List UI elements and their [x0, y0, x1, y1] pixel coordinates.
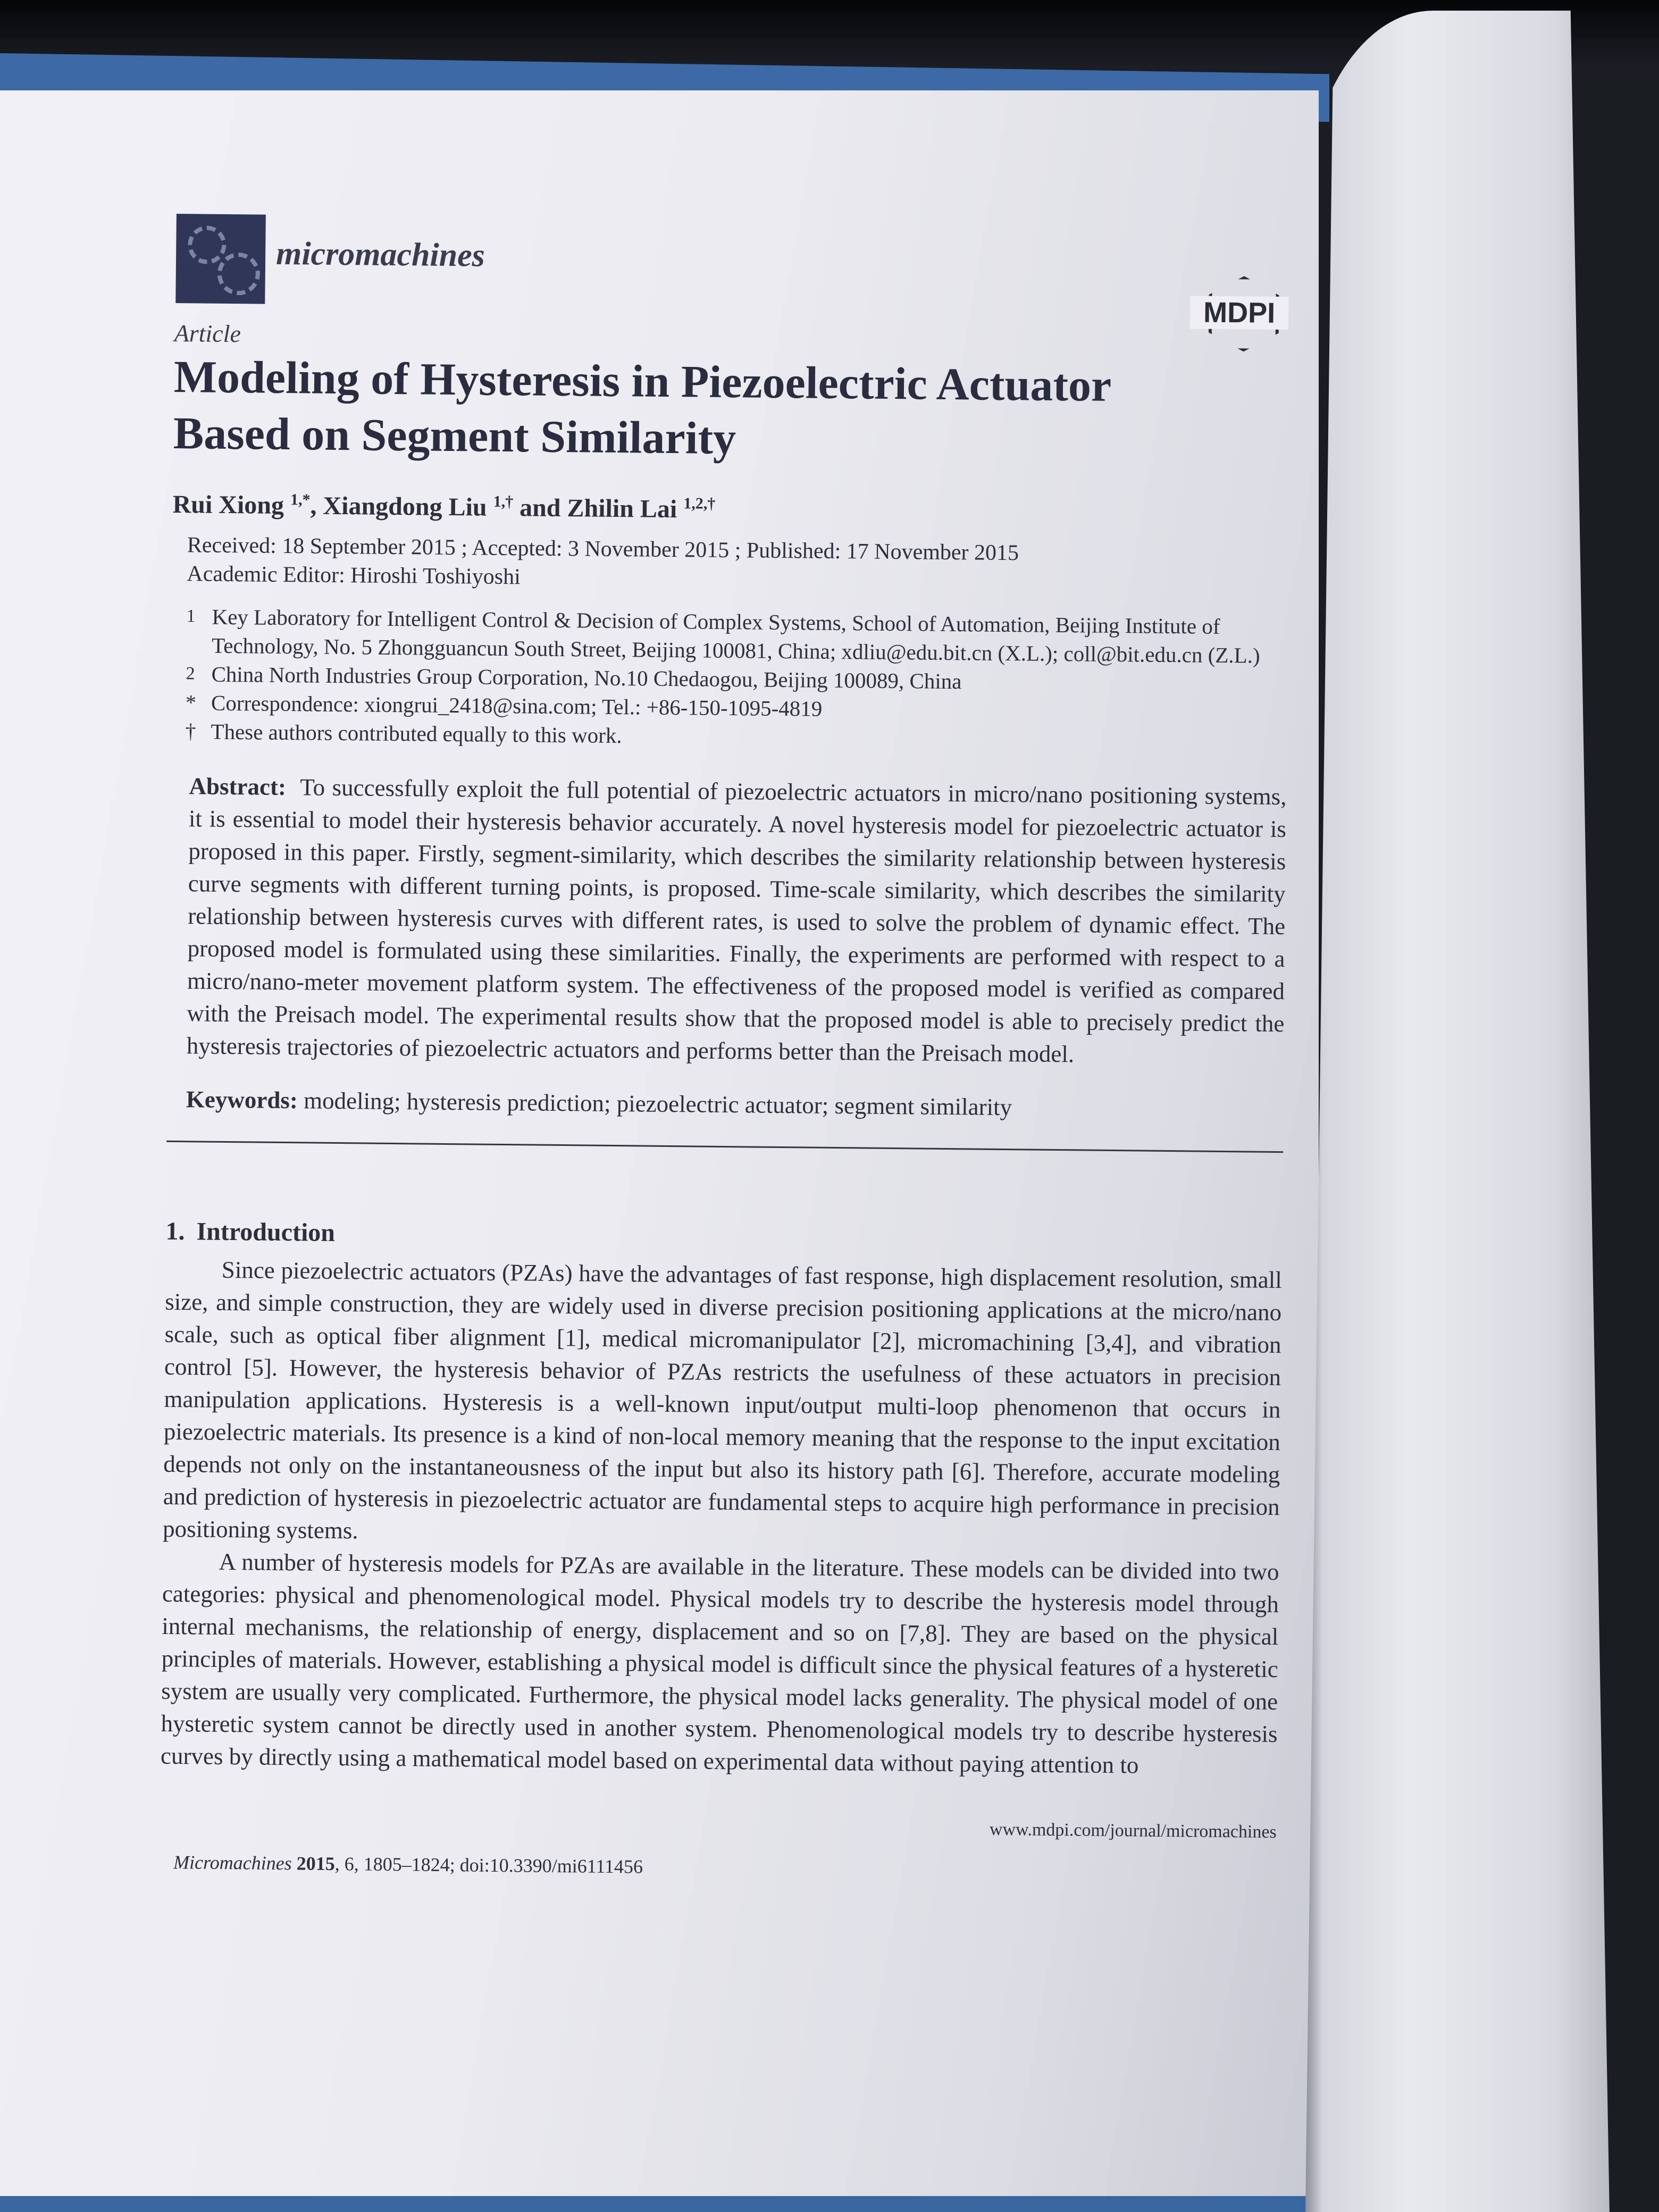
page-footer	[160, 1812, 1277, 1886]
author-name: Xiangdong Liu	[323, 491, 487, 522]
author-name: Zhilin Lai	[567, 494, 677, 524]
academic-editor: Academic Editor: Hiroshi Toshiyoshi	[187, 562, 521, 590]
keywords-text: modeling; hysteresis prediction; piezoelectric actuator; segment similarity	[303, 1087, 1012, 1121]
affiliation-marker: †	[185, 719, 196, 743]
journal-url: www.mdpi.com/journal/micromachines	[989, 1819, 1277, 1842]
author-separator: and	[513, 493, 567, 523]
body-paragraph: A number of hysteresis models for PZAs are available in the literature. These models can be divided into two categories: physical and phenomenological model. Physical models try to describe the hysteresis model through internal mechanisms, the relationship of energy, displacement and so on [7,8]. They are based on the physical principles of materials. However, establishing a physical model is difficult since the physical features of a hysteretic system are usually very complicated. Furthermore, the physical model lacks generality. The physical model of one hysteretic system cannot be directly used in another system. Phenomenological models try to describe hysteresis curves by directly using a mathematical model based on experimental data without paying attention to	[160, 1548, 1279, 1779]
publication-dates: Received: 18 September 2015 ; Accepted: 3 November 2015 ; Published: 17 November 2015	[187, 533, 1019, 566]
title-line: Modeling of Hysteresis in Piezoelectric Actuator	[173, 350, 1112, 411]
citation-line	[173, 1851, 643, 1878]
affiliation-item	[171, 602, 1288, 670]
page-content	[160, 207, 1292, 1886]
abstract	[187, 770, 1287, 1073]
author-affiliation-marker: 1,2,†	[683, 495, 716, 513]
next-page-curl	[1305, 11, 1659, 2212]
mdpi-wordmark: MDPI	[1190, 296, 1289, 330]
paper-title	[173, 348, 1291, 472]
affiliation-marker: 2	[186, 664, 195, 684]
affiliation-text: Key Laboratory for Intelligent Control & Decision of Complex Systems, School of Automation, Beijing Institute of Technology, No. 5 Zhongguancun South Street, Beijing 100081, China; xdliu@edu.bit.cn (X.L.); coll@bit.edu.cn (Z.L.)	[211, 604, 1260, 668]
citation-details: , 6, 1805–1824; doi:10.3390/mi6111456	[334, 1853, 643, 1878]
author-separator: ,	[310, 491, 323, 520]
equal-contribution-note: These authors contributed equally to this work.	[211, 719, 622, 748]
title-line: Based on Segment Similarity	[173, 407, 736, 464]
affiliation-marker: *	[185, 690, 197, 715]
section-number: 1.	[165, 1217, 185, 1246]
author-affiliation-marker: 1,†	[493, 492, 514, 511]
keywords	[186, 1085, 1284, 1124]
section-divider	[166, 1141, 1283, 1153]
affiliations	[170, 602, 1288, 756]
mdpi-logo	[1190, 275, 1289, 346]
author-list	[172, 490, 1289, 530]
journal-name: micromachines	[275, 235, 485, 274]
article-type: Article	[174, 319, 241, 348]
keywords-label: Keywords:	[186, 1086, 298, 1114]
citation-year: 2015	[296, 1853, 335, 1875]
abstract-text: To successfully exploit the full potential of piezoelectric actuators in micro/nano positioning systems, it is essential to model their hysteresis behavior accurately. A novel hysteresis model for piezoelectric actuator is proposed in this paper. Firstly, segment-similarity, which describes the similarity relationship between hysteresis curve segments with different turning points, is proposed. Time-scale similarity, which describes the similarity relationship between hysteresis curves with different rates, is used to solve the problem of dynamic effect. The proposed model is formulated using these similarities. Finally, the experiments are performed with respect to a micro/nano-meter movement platform system. The effectiveness of the proposed model is verified as compared with the Preisach model. The experimental results show that the proposed model is able to precisely predict the hysteresis trajectories of piezoelectric actuators and performs better than the Preisach model.	[186, 774, 1287, 1068]
author-name: Rui Xiong	[172, 490, 284, 520]
body-paragraph: Since piezoelectric actuators (PZAs) have the advantages of fast response, high displacement resolution, small size, and simple construction, they are widely used in diverse precision positioning applications at the micro/nano scale, such as optical fiber alignment [1], medical micromanipulator [2], micromachining [3,4], and vibration control [5]. However, the hysteresis behavior of PZAs restricts the usefulness of these actuators in precision manipulation applications. Hysteresis is a well-known input/output multi-loop phenomenon that occurs in piezoelectric materials. Its presence is a kind of non-local memory meaning that the response to the input excitation depends not only on the instantaneousness of the input but also its history path [6]. Therefore, accurate modeling and prediction of hysteresis in piezoelectric actuator are fundamental steps to acquire high performance in precision positioning systems.	[162, 1256, 1282, 1544]
section-heading	[165, 1217, 1282, 1256]
citation-journal: Micromachines	[173, 1851, 292, 1874]
affiliation-marker: 1	[186, 606, 196, 626]
section-title: Introduction	[196, 1217, 336, 1247]
journal-header	[174, 207, 1292, 329]
affiliation-text: China North Industries Group Corporation, No.10 Chedaogou, Beijing 100089, China	[211, 661, 962, 694]
correspondence-text: Correspondence: xiongrui_2418@sina.com; Tel.: +86-150-1095-4819	[211, 690, 823, 721]
abstract-label: Abstract:	[189, 773, 287, 801]
publication-dates-block	[187, 531, 1289, 599]
author-affiliation-marker: 1,*	[290, 491, 311, 509]
journal-gears-logo-icon	[175, 214, 266, 304]
gear-icon	[217, 253, 260, 296]
gear-icon	[188, 225, 227, 264]
